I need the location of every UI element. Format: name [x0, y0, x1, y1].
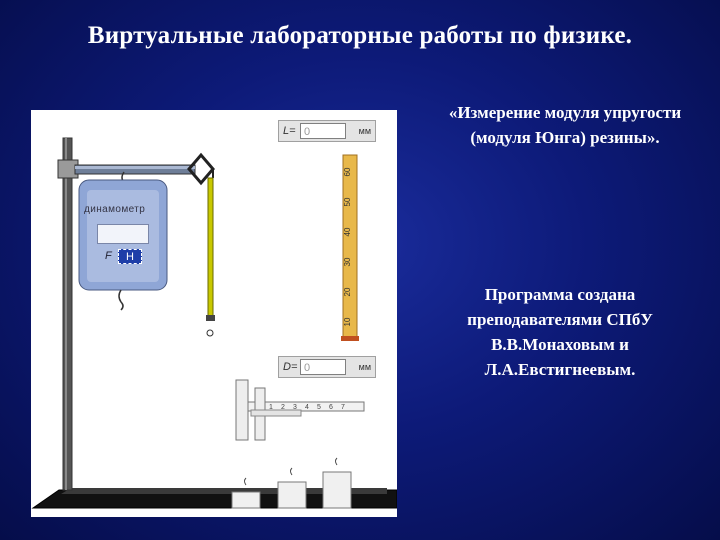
- diameter-label: D=: [283, 361, 298, 373]
- length-unit: мм: [358, 126, 371, 136]
- rubber-sample: [208, 178, 213, 316]
- caliper-tick-label: 2: [281, 404, 285, 411]
- slide-title: Виртуальные лабораторные работы по физике.: [87, 22, 633, 49]
- caliper-tick-label: 6: [329, 404, 333, 411]
- lab-simulation-screenshot: [31, 110, 397, 517]
- caliper-tick-label: 1: [269, 404, 273, 411]
- ruler-tick-label: 20: [343, 287, 352, 297]
- weight-medium: [278, 482, 306, 508]
- caliper-tick-label: 5: [317, 404, 321, 411]
- lab-work-title-line-1: «Измерение модуля упругости: [448, 103, 682, 122]
- stand-rod: [63, 138, 72, 490]
- author-credits: [425, 282, 695, 382]
- weight-small: [232, 492, 260, 508]
- diameter-input[interactable]: 0: [300, 359, 346, 375]
- ruler-tick-label: 40: [343, 227, 352, 237]
- diameter-unit: мм: [358, 362, 371, 372]
- dynamometer-label: динамометр: [84, 204, 146, 215]
- length-label: L=: [283, 125, 296, 137]
- credits-line-2: преподавателями СПбУ: [467, 310, 653, 329]
- length-field: [278, 120, 376, 142]
- credits-line-3: В.В.Монаховым и: [491, 335, 629, 354]
- ruler-tick-label: 60: [343, 167, 352, 177]
- diameter-field: [278, 356, 376, 378]
- length-input[interactable]: 0: [300, 123, 346, 139]
- ruler-tick-label: 30: [343, 257, 352, 267]
- force-unit-button[interactable]: Н: [118, 249, 142, 264]
- lab-apparatus-drawing: [31, 110, 397, 517]
- force-label: F: [105, 250, 112, 262]
- caliper-tick-label: 4: [305, 404, 309, 411]
- dynamometer-display[interactable]: [97, 224, 149, 244]
- lab-work-title-line-2: (модуля Юнга) резины».: [470, 128, 660, 147]
- caliper-tick-label: 3: [293, 404, 297, 411]
- length-ruler: [343, 155, 357, 338]
- ruler-tick-label: 10: [343, 317, 352, 327]
- caliper-tick-label: 7: [341, 404, 345, 411]
- ruler-tick-label: 50: [343, 197, 352, 207]
- caliper-jaw-fixed: [236, 380, 248, 440]
- lab-work-title: [415, 100, 715, 150]
- weight-large: [323, 472, 351, 508]
- credits-line-1: Программа создана: [484, 285, 636, 304]
- credits-line-4: Л.А.Евстигнеевым.: [484, 360, 636, 379]
